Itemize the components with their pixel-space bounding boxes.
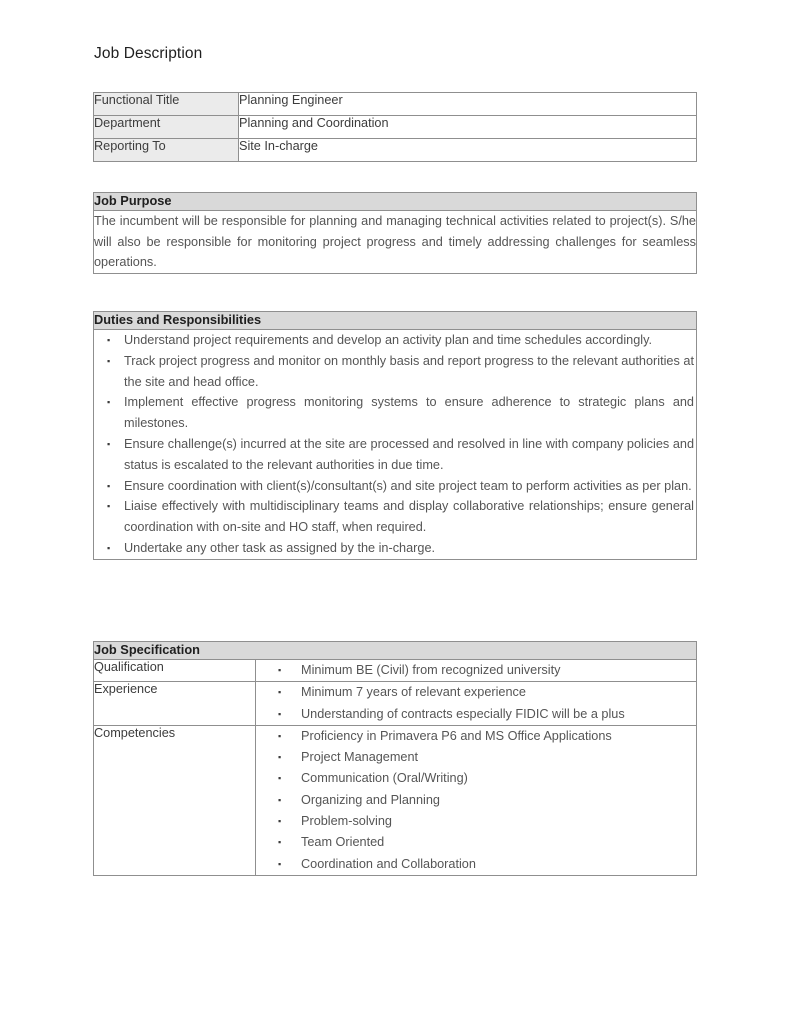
square-bullet-icon: ▪ [278,730,282,741]
table-row [94,725,697,875]
qualification-text: Minimum BE (Civil) from recognized university [301,663,561,677]
table-row [94,330,697,560]
table-row [94,93,697,116]
list-item [256,768,696,789]
list-item [94,496,696,538]
table-row [94,193,697,211]
duty-text: Liaise effectively with multidisciplinary teams and display collaborative relationships; ensure general coordination with on-site and HO staff, when required. [124,499,694,535]
spec-label-experience: Experience [94,682,256,726]
spec-value-experience [256,682,697,726]
job-specification-table [93,641,697,876]
list-item [94,330,696,351]
list-item [94,476,696,497]
competencies-list [256,726,696,875]
table-row [94,116,697,139]
list-item [256,660,696,681]
list-item [256,790,696,811]
info-value-department: Planning and Coordination [239,116,697,139]
table-row [94,139,697,162]
duty-text: Understand project requirements and develop an activity plan and time schedules accordingly. [124,333,653,347]
competency-text: Coordination and Collaboration [301,856,476,871]
duty-text: Ensure challenge(s) incurred at the site are processed and resolved in line with company policies and status is escalated to the relevant authorities in due time. [124,436,694,472]
job-specification-body [94,642,697,876]
competency-text: Proficiency in Primavera P6 and MS Office Applications [301,728,612,743]
qualification-list [256,660,696,681]
square-bullet-icon: ▪ [278,687,282,698]
square-bullet-icon: ▪ [278,665,282,675]
job-purpose-table [93,192,697,274]
job-info-body [94,93,697,162]
square-bullet-icon: ▪ [107,438,111,449]
square-bullet-icon: ▪ [107,501,111,512]
info-value-functional-title: Planning Engineer [239,93,697,116]
job-info-table [93,92,697,162]
duty-text: Implement effective progress monitoring systems to ensure adherence to strategic plans and milestones. [124,395,694,431]
experience-text: Understanding of contracts especially FIDIC will be a plus [301,706,625,721]
square-bullet-icon: ▪ [278,816,282,827]
list-item [94,434,696,476]
square-bullet-icon: ▪ [107,397,111,408]
square-bullet-icon: ▪ [278,708,282,719]
spec-label-competencies: Competencies [94,725,256,875]
duty-text: Track project progress and monitor on monthly basis and report progress to the relevant authorities at the site and head office. [124,353,694,389]
table-row [94,312,697,330]
duties-body [94,312,697,560]
list-item [256,832,696,853]
square-bullet-icon: ▪ [107,542,111,553]
square-bullet-icon: ▪ [278,794,282,805]
duty-text: Ensure coordination with client(s)/consultant(s) and site project team to perform activities as per plan. [124,478,692,493]
experience-list [256,682,696,725]
square-bullet-icon: ▪ [278,773,282,784]
competency-text: Communication (Oral/Writing) [301,771,468,786]
square-bullet-icon: ▪ [107,355,111,366]
info-label-functional-title: Functional Title [94,93,239,116]
square-bullet-icon: ▪ [107,335,111,345]
info-label-department: Department [94,116,239,139]
list-item [256,682,696,703]
duties-table [93,311,697,560]
list-item [256,747,696,768]
page-title: Job Description [94,45,203,62]
job-purpose-text: The incumbent will be responsible for planning and managing technical activities related to project(s). S/he will also be responsible for monitoring project progress and timely addressing challenges for seamless operations. [94,211,697,274]
duty-text: Undertake any other task as assigned by the in-charge. [124,540,436,555]
list-item [256,704,696,725]
job-purpose-heading: Job Purpose [94,193,697,211]
list-item [256,726,696,747]
spec-value-competencies [256,725,697,875]
table-row [94,660,697,682]
competency-text: Organizing and Planning [301,792,440,807]
square-bullet-icon: ▪ [278,858,282,869]
square-bullet-icon: ▪ [107,480,111,491]
info-value-reporting-to: Site In-charge [239,139,697,162]
square-bullet-icon: ▪ [278,837,282,848]
duties-cell [94,330,697,560]
job-purpose-body [94,193,697,274]
spec-value-qualification [256,660,697,682]
duties-heading: Duties and Responsibilities [94,312,697,330]
table-row [94,682,697,726]
square-bullet-icon: ▪ [278,752,282,763]
list-item [94,538,696,559]
list-item [256,854,696,875]
competency-text: Problem-solving [301,814,392,829]
competency-text: Team Oriented [301,835,385,850]
list-item [94,392,696,434]
list-item [256,811,696,832]
job-specification-heading: Job Specification [94,642,697,660]
table-row [94,211,697,274]
competency-text: Project Management [301,750,419,765]
table-row [94,642,697,660]
duties-list [94,330,696,559]
experience-text: Minimum 7 years of relevant experience [301,685,526,700]
list-item [94,351,696,393]
info-label-reporting-to: Reporting To [94,139,239,162]
spec-label-qualification: Qualification [94,660,256,682]
